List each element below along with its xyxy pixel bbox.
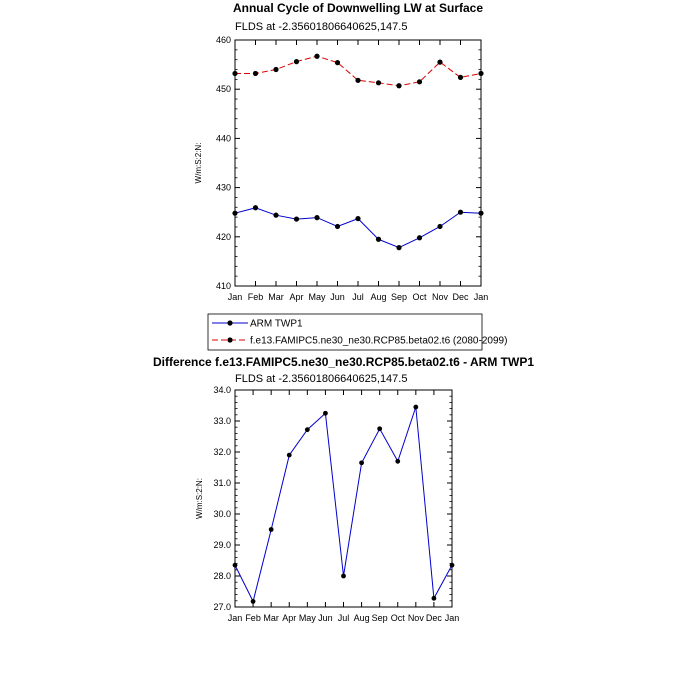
data-point xyxy=(458,75,463,80)
x-tick-label: Sep xyxy=(371,613,388,623)
chart-subtitle: FLDS at -2.35601806640625,147.5 xyxy=(235,21,408,33)
y-tick-label: 460 xyxy=(215,35,231,45)
x-tick-label: Oct xyxy=(390,613,405,623)
data-point xyxy=(437,224,442,229)
data-point xyxy=(273,213,278,218)
y-tick-label: 33.0 xyxy=(213,416,231,426)
y-tick-label: 27.0 xyxy=(213,602,231,612)
y-axis-label: W/m:S:2:N: xyxy=(194,142,203,184)
data-point xyxy=(376,237,381,242)
x-tick-label: Feb xyxy=(247,292,264,302)
data-point xyxy=(294,59,299,64)
x-tick-label: Nov xyxy=(407,613,424,623)
x-tick-label: Nov xyxy=(431,292,449,302)
data-point xyxy=(294,216,299,221)
legend-marker xyxy=(227,320,232,325)
data-point xyxy=(305,427,310,432)
data-point xyxy=(232,211,237,216)
x-tick-label: Jul xyxy=(337,613,350,623)
y-tick-label: 28.0 xyxy=(213,571,231,581)
x-tick-label: Feb xyxy=(245,613,261,623)
x-tick-label: Mar xyxy=(268,292,284,302)
chart-subtitle: FLDS at -2.35601806640625,147.5 xyxy=(235,373,408,385)
data-point xyxy=(458,210,463,215)
data-point xyxy=(335,224,340,229)
data-point xyxy=(396,245,401,250)
data-point xyxy=(314,54,319,59)
legend-marker xyxy=(227,337,232,342)
chart-title: Difference f.e13.FAMIPC5.ne30_ne30.RCP85.beta02.t6 - ARM TWP1 xyxy=(152,355,535,369)
y-tick-label: 450 xyxy=(215,84,231,95)
data-point xyxy=(314,215,319,220)
x-tick-label: Dec xyxy=(452,292,469,302)
x-tick-label: Jan xyxy=(227,292,243,302)
data-point xyxy=(253,71,258,76)
legend-label: ARM TWP1 xyxy=(250,318,303,330)
data-point xyxy=(395,459,400,464)
data-point xyxy=(273,67,278,72)
data-point xyxy=(253,205,258,210)
x-tick-label: Mar xyxy=(263,613,279,623)
x-tick-label: Sep xyxy=(390,292,408,302)
series-line xyxy=(235,208,481,248)
y-tick-label: 31.0 xyxy=(213,478,231,488)
legend-label: f.e13.FAMIPC5.ne30_ne30.RCP85.beta02.t6 (2080-2099) xyxy=(250,335,508,347)
y-tick-label: 32.0 xyxy=(213,447,231,457)
x-tick-label: Jan xyxy=(227,613,243,623)
y-tick-label: 34.0 xyxy=(213,385,231,395)
x-tick-label: Oct xyxy=(412,292,427,302)
x-tick-label: Jun xyxy=(330,292,345,302)
data-point xyxy=(413,405,418,410)
data-point xyxy=(359,460,364,465)
x-tick-label: Jan xyxy=(473,292,489,302)
data-point xyxy=(355,78,360,83)
data-point xyxy=(478,71,483,76)
data-point xyxy=(341,574,346,579)
x-tick-label: Jun xyxy=(318,613,333,623)
data-point xyxy=(396,83,401,88)
series-line xyxy=(235,407,452,601)
data-point xyxy=(251,599,256,604)
y-tick-label: 430 xyxy=(215,182,231,193)
x-tick-label: Jan xyxy=(444,613,460,623)
data-point xyxy=(377,426,382,431)
data-point xyxy=(287,453,292,458)
x-tick-label: Apr xyxy=(282,613,297,623)
y-tick-label: 30.0 xyxy=(213,509,231,519)
data-point xyxy=(432,596,437,601)
x-tick-label: Jul xyxy=(352,292,364,302)
plot-frame xyxy=(235,40,481,286)
y-tick-label: 420 xyxy=(215,231,231,242)
data-point xyxy=(437,60,442,65)
y-tick-label: 29.0 xyxy=(213,540,231,550)
data-point xyxy=(450,563,455,568)
y-axis-label: W/m:S:2:N: xyxy=(195,478,204,519)
data-point xyxy=(417,79,422,84)
x-tick-label: Dec xyxy=(425,613,442,623)
data-point xyxy=(478,211,483,216)
data-point xyxy=(233,563,238,568)
y-tick-label: 440 xyxy=(215,133,231,144)
data-point xyxy=(232,71,237,76)
data-point xyxy=(355,216,360,221)
y-tick-label: 410 xyxy=(215,281,231,291)
x-tick-label: Aug xyxy=(353,613,370,623)
data-point xyxy=(417,235,422,240)
x-tick-label: Apr xyxy=(289,292,304,302)
data-point xyxy=(376,80,381,85)
data-point xyxy=(335,60,340,65)
x-tick-label: May xyxy=(298,613,316,623)
chart-title: Annual Cycle of Downwelling LW at Surface xyxy=(232,1,484,15)
x-tick-label: May xyxy=(308,292,326,302)
data-point xyxy=(269,527,274,532)
data-point xyxy=(323,411,328,416)
x-tick-label: Aug xyxy=(370,292,387,302)
